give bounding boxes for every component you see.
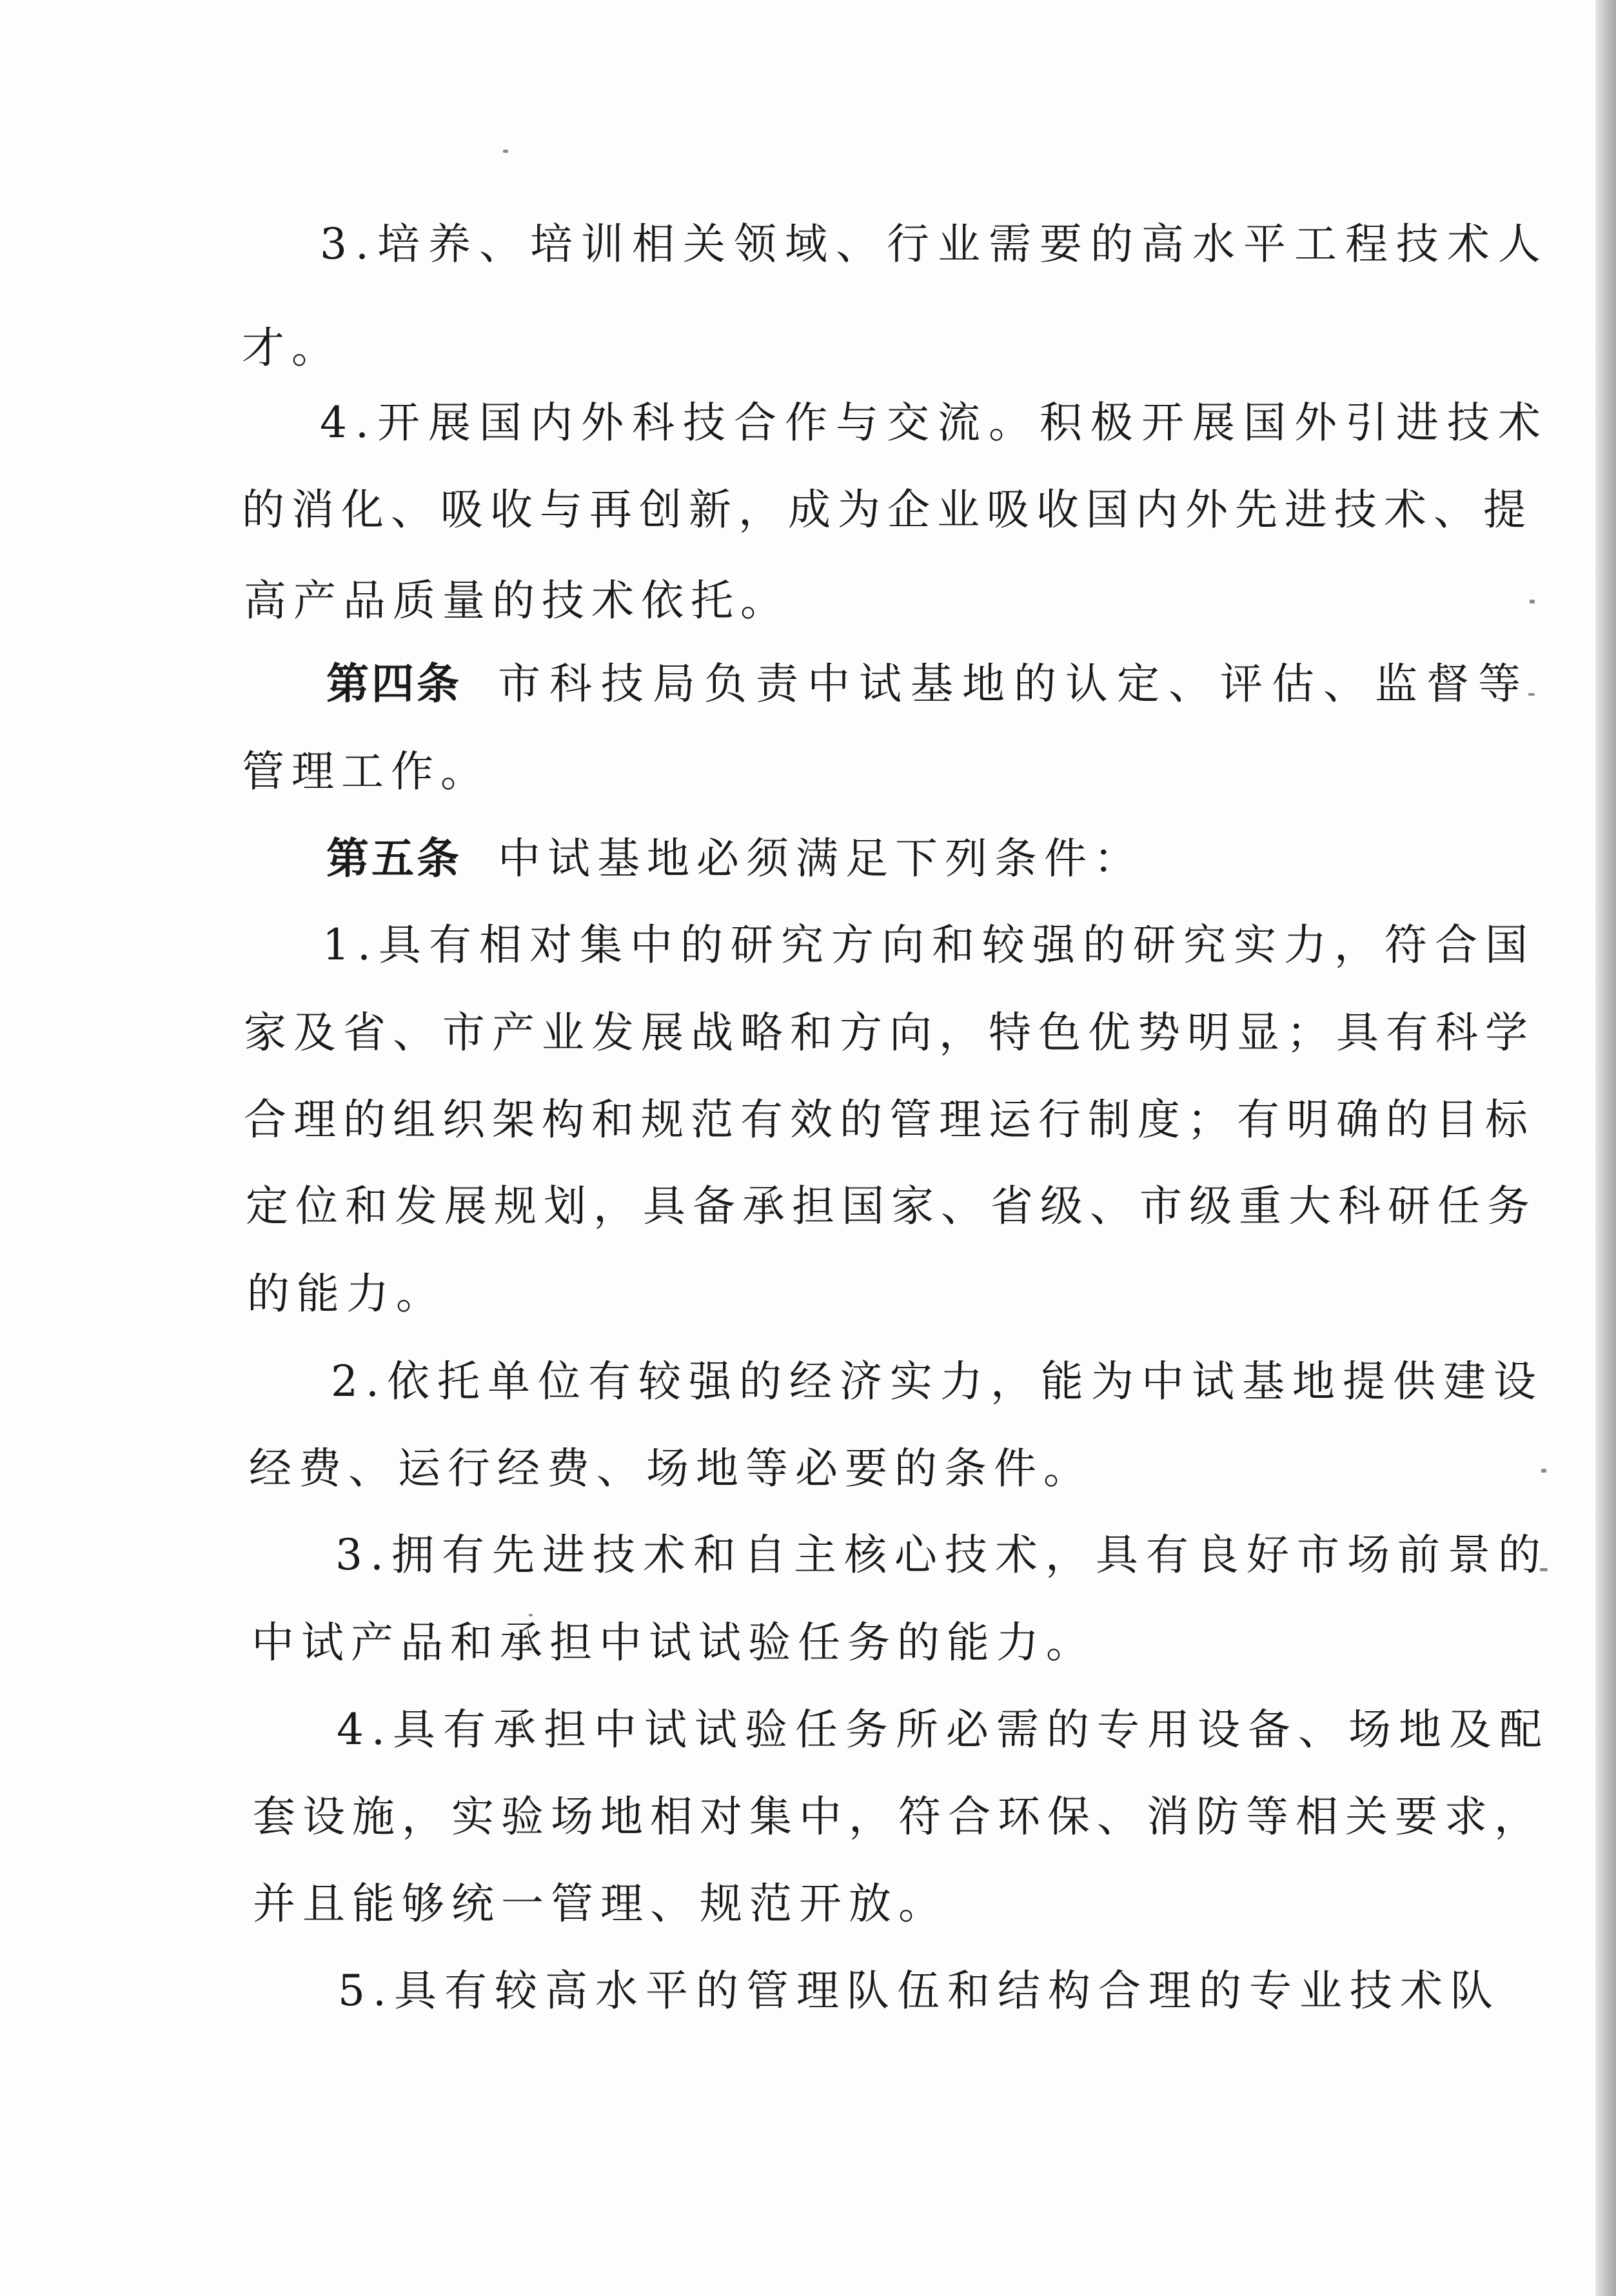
line-text: 中试基地必须满足下列条件： bbox=[498, 834, 1143, 883]
line-text: 3.培养、培训相关领域、行业需要的高水平工程技术人 bbox=[320, 219, 1549, 269]
line-text: 4.具有承担中试试验任务所必需的专用设备、场地及配 bbox=[337, 1705, 1550, 1754]
article-5-heading: 第五条 bbox=[326, 834, 462, 883]
line-text: 并且能够统一管理、规范开放。 bbox=[253, 1879, 948, 1928]
line-text: 4.开展国内外科技合作与交流。积极开展国外引进技术 bbox=[320, 398, 1549, 447]
line-text: 才。 bbox=[242, 323, 341, 373]
text-line bbox=[0, 1265, 1616, 1323]
line-text: 5.具有较高水平的管理队伍和结构合理的专业技术队 bbox=[338, 1966, 1501, 2016]
line-text: 经费、运行经费、场地等必要的条件。 bbox=[249, 1444, 1093, 1493]
text-line bbox=[0, 1440, 1616, 1498]
line-text: 高产品质量的技术依托。 bbox=[244, 576, 790, 625]
line-text: 家及省、市产业发展战略和方向，特色优势明显；具有科学 bbox=[244, 1008, 1535, 1057]
line-text: 的消化、吸收与再创新，成为企业吸收国内外先进技术、提 bbox=[242, 485, 1533, 535]
line-text: 套设施，实验场地相对集中，符合环保、消防等相关要求， bbox=[253, 1792, 1544, 1841]
text-line bbox=[0, 215, 1616, 273]
text-line bbox=[0, 319, 1616, 377]
text-line bbox=[0, 1177, 1616, 1235]
line-text: 2.依托单位有较强的经济实力，能为中试基地提供建设 bbox=[331, 1357, 1544, 1406]
line-text: 管理工作。 bbox=[242, 747, 490, 796]
text-line bbox=[0, 1788, 1616, 1846]
text-line bbox=[0, 1091, 1616, 1149]
line-text: 市科技局负责中试基地的认定、评估、监督等 bbox=[498, 659, 1530, 709]
line-text: 中试产品和承担中试试验任务的能力。 bbox=[251, 1618, 1096, 1667]
line-text: 合理的组织架构和规范有效的管理运行制度；有明确的目标 bbox=[244, 1095, 1535, 1144]
line-text: 的能力。 bbox=[247, 1269, 446, 1319]
text-line bbox=[0, 1614, 1616, 1672]
article-4-heading: 第四条 bbox=[326, 659, 462, 709]
text-line bbox=[0, 1701, 1616, 1759]
text-line bbox=[0, 1526, 1616, 1584]
text-line bbox=[0, 1004, 1616, 1062]
text-line bbox=[0, 1962, 1616, 2020]
scan-speck bbox=[503, 150, 508, 153]
line-text: 3.拥有先进技术和自主核心技术，具有良好市场前景的 bbox=[335, 1530, 1548, 1580]
line-text: 定位和发展规划，具备承担国家、省级、市级重大科研任务 bbox=[246, 1181, 1537, 1231]
line-text: 1.具有相对集中的研究方向和较强的研究实力，符合国 bbox=[322, 920, 1535, 970]
text-line bbox=[0, 394, 1616, 452]
text-line bbox=[0, 1353, 1616, 1411]
text-line bbox=[0, 916, 1616, 974]
article-5-line bbox=[0, 830, 1616, 888]
text-line bbox=[0, 1875, 1616, 1933]
text-line bbox=[0, 572, 1616, 630]
article-4-line bbox=[0, 655, 1616, 713]
text-line bbox=[0, 481, 1616, 539]
text-line bbox=[0, 743, 1616, 801]
